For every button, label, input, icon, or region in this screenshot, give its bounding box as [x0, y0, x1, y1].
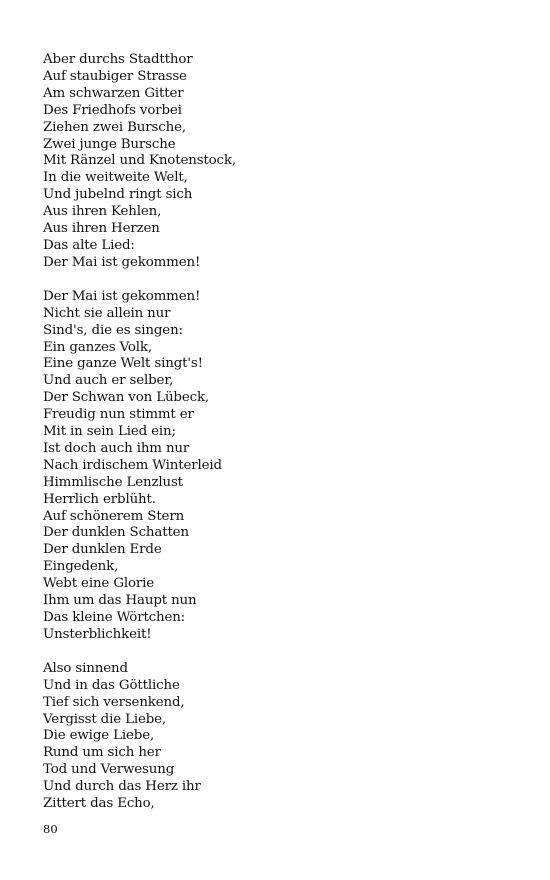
poem-line: Und in das Göttliche — [43, 677, 180, 693]
poem-line: Aus ihren Herzen — [43, 221, 160, 237]
poem-line: Mit in sein Lied ein; — [43, 424, 176, 440]
poem-line: Ist doch auch ihm nur — [43, 440, 190, 456]
poem-line: Der dunklen Schatten — [43, 525, 189, 541]
poem-line: Der Mai ist gekommen! — [43, 254, 201, 270]
poem-line: Ziehen zwei Bursche, — [43, 119, 186, 135]
poem-line: Und durch das Herz ihr — [43, 779, 201, 795]
poem-line: Webt eine Glorie — [43, 576, 155, 592]
poem-line: Ein ganzes Volk, — [43, 339, 152, 355]
poem-line: Tief sich versenkend, — [43, 694, 185, 710]
poem-line: Der dunklen Erde — [43, 542, 162, 558]
poem-text — [43, 52, 503, 830]
stanza-2 — [43, 289, 503, 644]
poem-line: Der Mai ist gekommen! — [43, 288, 201, 304]
poem-line: Die ewige Liebe, — [43, 728, 155, 744]
poem-line: Am schwarzen Gitter — [43, 85, 184, 101]
poem-line: Vergisst die Liebe, — [43, 711, 167, 727]
poem-line: Das alte Lied: — [43, 237, 135, 253]
poem-line: Eine ganze Welt singt's! — [43, 356, 203, 372]
poem-line: Und jubelnd ringt sich — [43, 187, 193, 203]
poem-line: Rund um sich her — [43, 745, 161, 761]
poem-line: In die weitweite Welt, — [43, 170, 188, 186]
page-number: 80 — [43, 822, 58, 836]
poem-line: Herrlich erblüht. — [43, 491, 156, 507]
poem-line: Zwei junge Bursche — [43, 136, 176, 152]
poem-line: Freudig nun stimmt er — [43, 407, 194, 423]
stanza-1 — [43, 52, 503, 272]
poem-line: Zittert das Echo, — [43, 796, 155, 812]
poem-line: Mit Ränzel und Knotenstock, — [43, 153, 236, 169]
poem-line: Also sinnend — [43, 660, 128, 676]
poem-line: Der Schwan von Lübeck, — [43, 390, 210, 406]
poem-line: Eingedenk, — [43, 559, 119, 575]
poem-line: Auf schönerem Stern — [43, 508, 185, 524]
poem-line: Tod und Verwesung — [43, 762, 175, 778]
poem-line: Ihm um das Haupt nun — [43, 593, 197, 609]
poem-line: Und auch er selber, — [43, 373, 174, 389]
poem-line: Himmlische Lenzlust — [43, 474, 183, 490]
poem-line: Sind's, die es singen: — [43, 322, 183, 338]
poem-line: Nach irdischem Winterleid — [43, 457, 222, 473]
poem-line: Aber durchs Stadtthor — [43, 52, 193, 67]
poem-line: Das kleine Wörtchen: — [43, 610, 186, 625]
poem-line: Des Friedhofs vorbei — [43, 102, 182, 118]
poem-line: Aus ihren Kehlen, — [43, 204, 162, 220]
poem-line: Nicht sie allein nur — [43, 305, 171, 321]
poem-line: Unsterblichkeit! — [43, 626, 152, 642]
poem-line: Auf staubiger Strasse — [43, 68, 187, 84]
stanza-3 — [43, 661, 503, 813]
